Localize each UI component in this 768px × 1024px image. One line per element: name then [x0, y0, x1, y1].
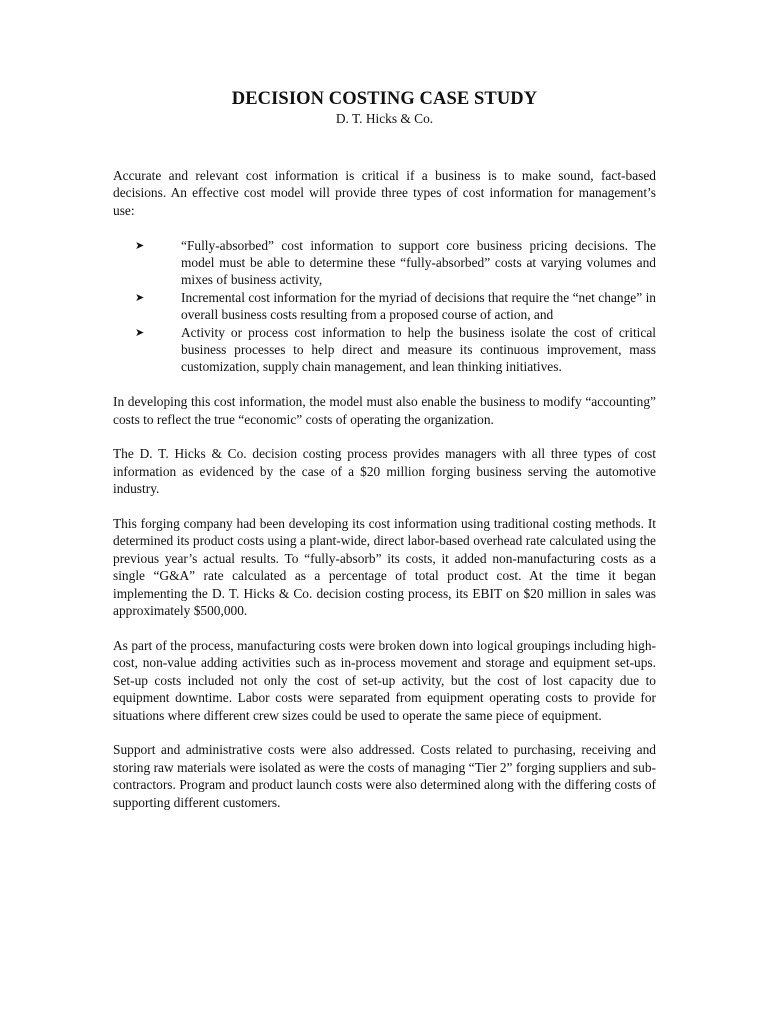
list-item-text: “Fully-absorbed” cost information to support core business pricing decisions. The model must be able to determine these “fully-absorbed” costs at varying volumes and mixes of business activity, — [181, 237, 656, 288]
list-item — [113, 237, 656, 289]
intro-paragraph: Accurate and relevant cost information is critical if a business is to make sound, fact-based decisions. An effective cost model will provide three types of cost information for management’s use: — [113, 168, 656, 218]
arrowhead-bullet-icon: ➤ — [135, 238, 145, 252]
arrowhead-bullet-icon: ➤ — [135, 290, 145, 304]
list-item-text: Activity or process cost information to help the business isolate the cost of critical business processes to help direct and measure its continuous improvement, mass customization, supply chain management, and lean thinking initiatives. — [181, 324, 656, 375]
document-page — [113, 88, 656, 828]
document-subtitle: D. T. Hicks & Co. — [335, 111, 434, 126]
list-item — [113, 289, 656, 324]
body-paragraph: This forging company had been developing its cost information using traditional costing methods. It determined its product costs using a plant-wide, direct labor-based overhead rate calculated using the previous year’s actual results. To “fully-absorb” its costs, it added non-manufacturing costs as a single “G&A” rate calculated as a percentage of total product cost. At the time it began implementing the D. T. Hicks & Co. decision costing process, its EBIT on $20 million in sales was approximately $500,000. — [113, 516, 656, 619]
body-paragraph: The D. T. Hicks & Co. decision costing process provides managers with all three types of cost information as evidenced by the case of a $20 million forging business serving the automotive industry. — [113, 446, 656, 497]
body-paragraph: In developing this cost information, the model must also enable the business to modify “accounting” costs to reflect the true “economic” costs of operating the organization. — [113, 394, 656, 427]
document-title: DECISION COSTING CASE STUDY — [231, 89, 538, 109]
arrowhead-bullet-icon: ➤ — [135, 325, 145, 339]
body-paragraph: As part of the process, manufacturing costs were broken down into logical groupings including high-cost, non-value adding activities such as in-process movement and storage and equipment set-ups. Set-up costs included not only the cost of set-up activity, but the cost of lost capacity due to equipment downtime. Labor costs were separated from equipment operating costs to provide for situations where different crew sizes could be used to operate the same piece of equipment. — [113, 637, 656, 723]
cost-information-types-list — [113, 237, 656, 376]
list-item-text: Incremental cost information for the myriad of decisions that require the “net change” in overall business costs resulting from a proposed course of action, and — [181, 289, 656, 323]
body-paragraph: Support and administrative costs were also addressed. Costs related to purchasing, receiving and storing raw materials were isolated as were the costs of managing “Tier 2” forging suppliers and sub-contractors. Program and product launch costs were also determined along with the differing costs of supporting different customers. — [113, 742, 656, 810]
list-item — [113, 324, 656, 376]
